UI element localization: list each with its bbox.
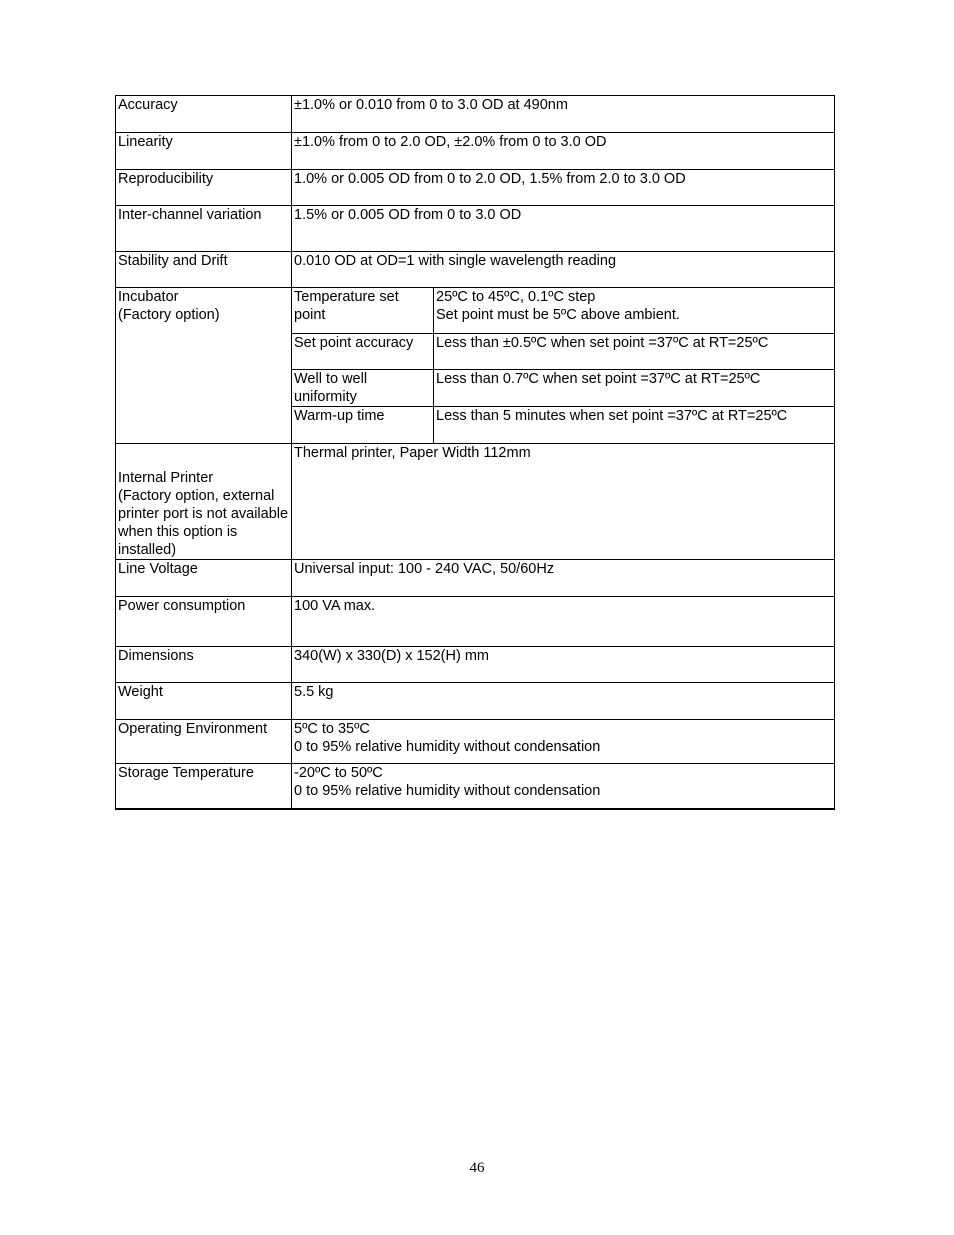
spec-label-accuracy: Accuracy (116, 96, 292, 133)
table-row (116, 170, 835, 206)
spec-label-power: Power consumption (116, 597, 292, 647)
spec-label-printer: Internal Printer (Factory option, external printer port is not available when this option is installed) (116, 444, 292, 560)
table-row (116, 444, 835, 560)
table-row (116, 252, 835, 288)
table-row (116, 683, 835, 720)
spec-value-stability: 0.010 OD at OD=1 with single wavelength reading (292, 252, 835, 288)
spec-label-line-voltage: Line Voltage (116, 560, 292, 597)
table-row (116, 560, 835, 597)
table-row (116, 720, 835, 764)
table-row (116, 647, 835, 683)
spec-label-reproducibility: Reproducibility (116, 170, 292, 206)
spec-value-dimensions: 340(W) x 330(D) x 152(H) mm (292, 647, 835, 683)
incubator-value-temperature-set-point: 25ºC to 45ºC, 0.1ºC step Set point must be 5ºC above ambient. (434, 288, 835, 334)
spec-value-storage-temperature: -20ºC to 50ºC 0 to 95% relative humidity without condensation (292, 764, 835, 809)
spec-value-inter-channel: 1.5% or 0.005 OD from 0 to 3.0 OD (292, 206, 835, 252)
spec-label-weight: Weight (116, 683, 292, 720)
incubator-sublabel-temperature-set-point: Temperature set point (292, 288, 434, 334)
spec-value-linearity: ±1.0% from 0 to 2.0 OD, ±2.0% from 0 to 3.0 OD (292, 133, 835, 170)
spec-label-incubator: Incubator (Factory option) (116, 288, 292, 444)
specifications-table (115, 95, 835, 810)
table-row (116, 96, 835, 133)
incubator-sublabel-set-point-accuracy: Set point accuracy (292, 334, 434, 370)
table-row (116, 764, 835, 809)
incubator-value-set-point-accuracy: Less than ±0.5ºC when set point =37ºC at RT=25ºC (434, 334, 835, 370)
spec-value-printer: Thermal printer, Paper Width 112mm (292, 444, 835, 560)
table-row (116, 206, 835, 252)
spec-value-line-voltage: Universal input: 100 - 240 VAC, 50/60Hz (292, 560, 835, 597)
spec-label-dimensions: Dimensions (116, 647, 292, 683)
incubator-sublabel-warm-up-time: Warm-up time (292, 407, 434, 444)
table-row (116, 597, 835, 647)
incubator-sublabel-well-uniformity: Well to well uniformity (292, 370, 434, 407)
spec-value-reproducibility: 1.0% or 0.005 OD from 0 to 2.0 OD, 1.5% from 2.0 to 3.0 OD (292, 170, 835, 206)
incubator-value-warm-up-time: Less than 5 minutes when set point =37ºC at RT=25ºC (434, 407, 835, 444)
spec-label-linearity: Linearity (116, 133, 292, 170)
spec-label-operating-environment: Operating Environment (116, 720, 292, 764)
spec-value-accuracy: ±1.0% or 0.010 from 0 to 3.0 OD at 490nm (292, 96, 835, 133)
table-row (116, 288, 835, 334)
spec-value-weight: 5.5 kg (292, 683, 835, 720)
page-number: 46 (469, 1160, 485, 1176)
table-row (116, 133, 835, 170)
spec-label-stability: Stability and Drift (116, 252, 292, 288)
spec-label-inter-channel: Inter-channel variation (116, 206, 292, 252)
spec-label-storage-temperature: Storage Temperature (116, 764, 292, 809)
spec-value-operating-environment: 5ºC to 35ºC 0 to 95% relative humidity without condensation (292, 720, 835, 764)
incubator-value-well-uniformity: Less than 0.7ºC when set point =37ºC at RT=25ºC (434, 370, 835, 407)
spec-value-power: 100 VA max. (292, 597, 835, 647)
